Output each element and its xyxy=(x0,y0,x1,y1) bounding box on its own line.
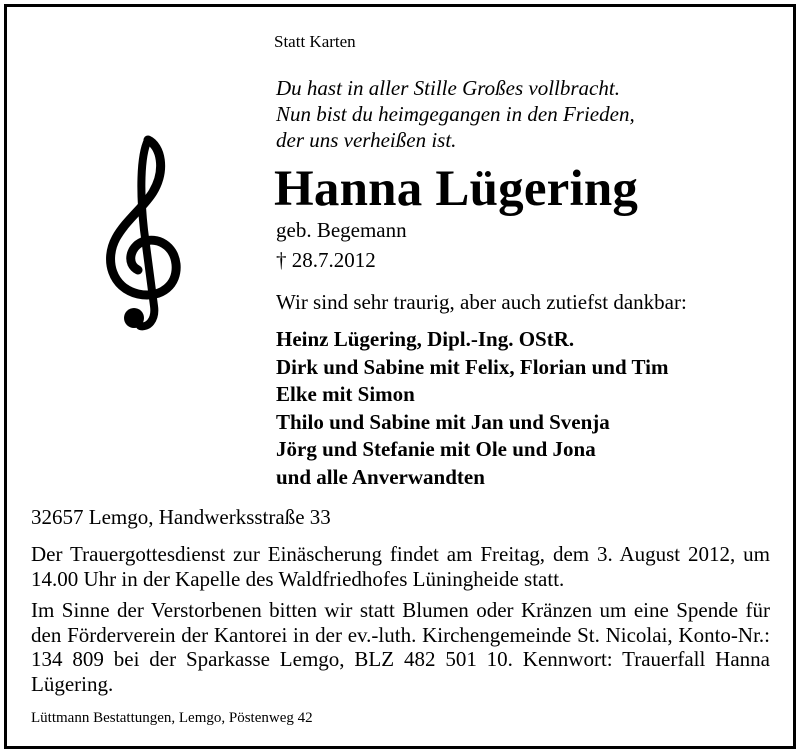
mourners-list xyxy=(276,326,668,491)
mourner: Dirk und Sabine mit Felix, Florian und Tim xyxy=(276,354,669,379)
address: 32657 Lemgo, Handwerksstraße 33 xyxy=(31,505,331,529)
mourner: Heinz Lügering, Dipl.-Ing. OStR. xyxy=(276,327,575,351)
footer-funeral-home: Lüttmann Bestattungen, Lemgo, Pöstenweg 42 xyxy=(31,710,313,726)
service-paragraph: Der Trauergottesdienst zur Einäscherung findet am Freitag, dem 3. August 2012, um 14.00 Uhr in der Kapelle des Waldfriedhofes Lüningheide statt. xyxy=(31,542,770,591)
verse-line: Du hast in aller Stille Großes vollbracht. xyxy=(276,76,620,100)
verse xyxy=(276,75,635,153)
mourner: Jörg und Stefanie mit Ole und Jona xyxy=(276,437,596,461)
verse-line: der uns verheißen ist. xyxy=(276,128,457,152)
thanks-line: Wir sind sehr traurig, aber auch zutiefst dankbar: xyxy=(276,290,687,314)
verse-line: Nun bist du heimgegangen in den Frieden, xyxy=(276,102,635,126)
donation-paragraph: Im Sinne der Verstorbenen bitten wir statt Blumen oder Kränzen um eine Spende für den Förderverein der Kantorei in der ev.-luth. Kirchengemeinde St. Nicolai, Konto-Nr.: 134 809 bei der Sparkasse Lemgo, BLZ 482 501 10. Kennwort: Trauerfall Hanna Lügering. xyxy=(31,598,770,696)
mourner: Thilo und Sabine mit Jan und Svenja xyxy=(276,409,610,434)
header-label: Statt Karten xyxy=(274,32,356,51)
maiden-name: geb. Begemann xyxy=(276,218,407,242)
treble-clef-icon xyxy=(98,134,188,334)
mourner: Elke mit Simon xyxy=(276,382,415,406)
mourner: und alle Anverwandten xyxy=(276,464,485,489)
death-date: † 28.7.2012 xyxy=(276,248,376,272)
deceased-name: Hanna Lügering xyxy=(274,161,639,217)
